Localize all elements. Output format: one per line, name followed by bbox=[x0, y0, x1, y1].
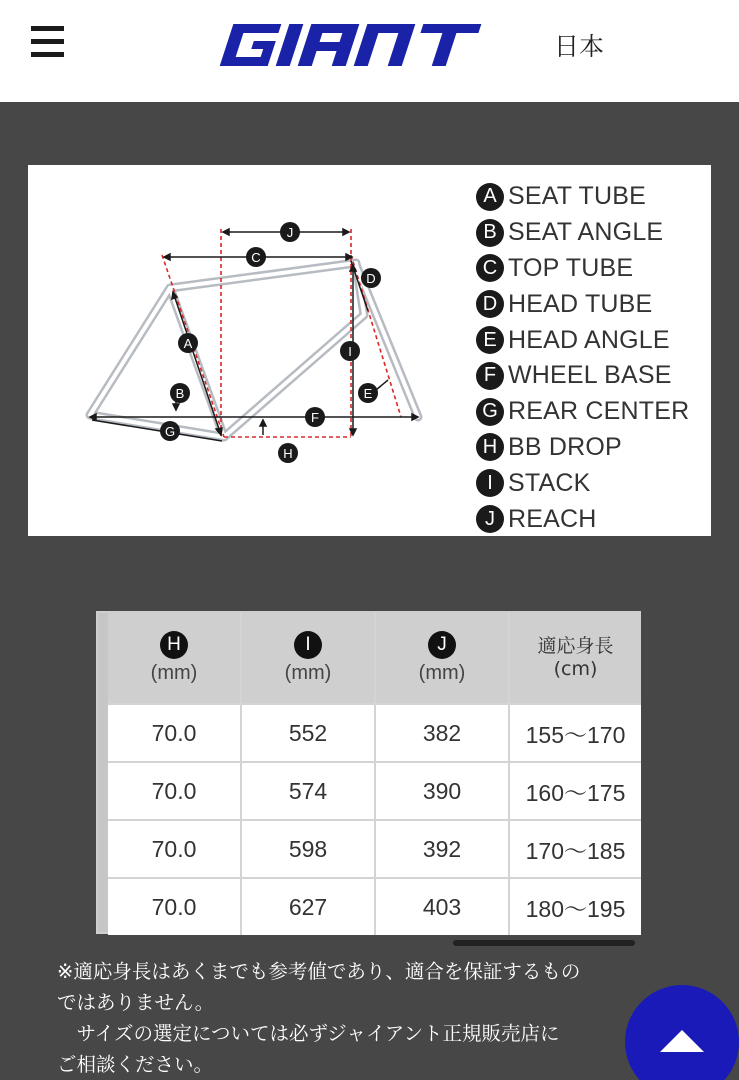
table-cell: 160〜175 bbox=[510, 763, 641, 819]
geometry-table[interactable] bbox=[96, 611, 641, 934]
table-scroll-edge bbox=[98, 613, 108, 932]
svg-text:I: I bbox=[348, 344, 352, 359]
site-header bbox=[0, 0, 739, 102]
table-cell: 70.0 bbox=[108, 821, 240, 877]
svg-text:A: A bbox=[183, 336, 193, 351]
header-height-label: 適応身長 bbox=[537, 635, 614, 657]
header-letter: J bbox=[428, 631, 456, 659]
geometry-legend bbox=[476, 179, 689, 537]
svg-text:G: G bbox=[164, 424, 176, 439]
legend-letter: J bbox=[476, 505, 504, 533]
note-line: ではありません。 bbox=[57, 991, 215, 1014]
legend-letter: D bbox=[476, 290, 504, 318]
legend-label: TOP TUBE bbox=[508, 253, 634, 282]
size-note bbox=[57, 956, 697, 1080]
table-header-i bbox=[242, 613, 374, 703]
legend-letter: C bbox=[476, 254, 504, 282]
legend-letter: B bbox=[476, 219, 504, 247]
frame-geometry-diagram bbox=[78, 215, 428, 480]
legend-item-rear-center bbox=[476, 394, 689, 430]
svg-text:J: J bbox=[286, 225, 294, 240]
table-cell: 403 bbox=[376, 879, 508, 935]
legend-letter: E bbox=[476, 326, 504, 354]
svg-text:C: C bbox=[251, 250, 261, 265]
table-header-h bbox=[108, 613, 240, 703]
table-cell: 70.0 bbox=[108, 705, 240, 761]
svg-text:H: H bbox=[283, 446, 293, 461]
giant-logo[interactable] bbox=[214, 22, 510, 68]
legend-label: WHEEL BASE bbox=[508, 361, 672, 390]
legend-label: REACH bbox=[508, 504, 597, 533]
language-selector[interactable]: 日本 bbox=[554, 32, 605, 61]
legend-letter: F bbox=[476, 362, 504, 390]
table-cell: 180〜195 bbox=[510, 879, 641, 935]
table-cell: 552 bbox=[242, 705, 374, 761]
legend-label: REAR CENTER bbox=[508, 397, 690, 426]
legend-letter: I bbox=[476, 469, 504, 497]
main-triangle-tubes bbox=[170, 263, 364, 437]
legend-item-stack bbox=[476, 465, 689, 501]
table-cell: 70.0 bbox=[108, 879, 240, 935]
header-unit: (mm) bbox=[284, 662, 332, 684]
legend-item-wheel-base bbox=[476, 358, 689, 394]
table-cell: 70.0 bbox=[108, 763, 240, 819]
legend-item-seat-tube bbox=[476, 179, 689, 215]
legend-item-seat-angle bbox=[476, 215, 689, 251]
svg-text:E: E bbox=[363, 386, 373, 401]
legend-item-top-tube bbox=[476, 251, 689, 287]
svg-text:F: F bbox=[311, 410, 319, 425]
header-letter: H bbox=[160, 631, 188, 659]
note-line: ※適応身長はあくまでも参考値であり、適合を保証するもの bbox=[57, 960, 581, 983]
table-header-j bbox=[376, 613, 508, 703]
chevron-up-icon bbox=[660, 1030, 704, 1052]
legend-letter: A bbox=[476, 183, 504, 211]
note-line: サイズの選定については必ずジャイアント正規販売店に bbox=[57, 1022, 560, 1045]
legend-label: BB DROP bbox=[508, 432, 622, 461]
table-horizontal-scrollbar[interactable] bbox=[453, 940, 635, 946]
table-cell: 392 bbox=[376, 821, 508, 877]
legend-label: SEAT TUBE bbox=[508, 182, 646, 211]
table-cell: 574 bbox=[242, 763, 374, 819]
svg-text:B: B bbox=[175, 386, 185, 401]
geometry-diagram-panel bbox=[28, 165, 711, 536]
table-cell: 155〜170 bbox=[510, 705, 641, 761]
legend-item-reach bbox=[476, 501, 689, 537]
header-unit: (mm) bbox=[418, 662, 466, 684]
legend-letter: G bbox=[476, 398, 504, 426]
note-line: ご相談ください。 bbox=[57, 1053, 214, 1076]
header-unit: (mm) bbox=[150, 662, 198, 684]
legend-label: STACK bbox=[508, 468, 591, 497]
legend-label: HEAD TUBE bbox=[508, 289, 653, 318]
hamburger-menu-icon[interactable] bbox=[31, 26, 64, 60]
svg-text:D: D bbox=[366, 271, 376, 286]
table-cell: 627 bbox=[242, 879, 374, 935]
table-cell: 598 bbox=[242, 821, 374, 877]
table-grid bbox=[108, 613, 641, 935]
table-cell: 390 bbox=[376, 763, 508, 819]
header-letter: I bbox=[294, 631, 322, 659]
table-cell: 170〜185 bbox=[510, 821, 641, 877]
legend-item-head-angle bbox=[476, 322, 689, 358]
header-height-unit: (cm) bbox=[553, 658, 598, 680]
legend-item-bb-drop bbox=[476, 430, 689, 466]
legend-label: SEAT ANGLE bbox=[508, 218, 664, 247]
legend-item-head-tube bbox=[476, 286, 689, 322]
table-cell: 382 bbox=[376, 705, 508, 761]
table-header-height bbox=[510, 613, 641, 703]
legend-letter: H bbox=[476, 433, 504, 461]
brand-text: GIANT bbox=[214, 22, 218, 23]
legend-label: HEAD ANGLE bbox=[508, 325, 670, 354]
